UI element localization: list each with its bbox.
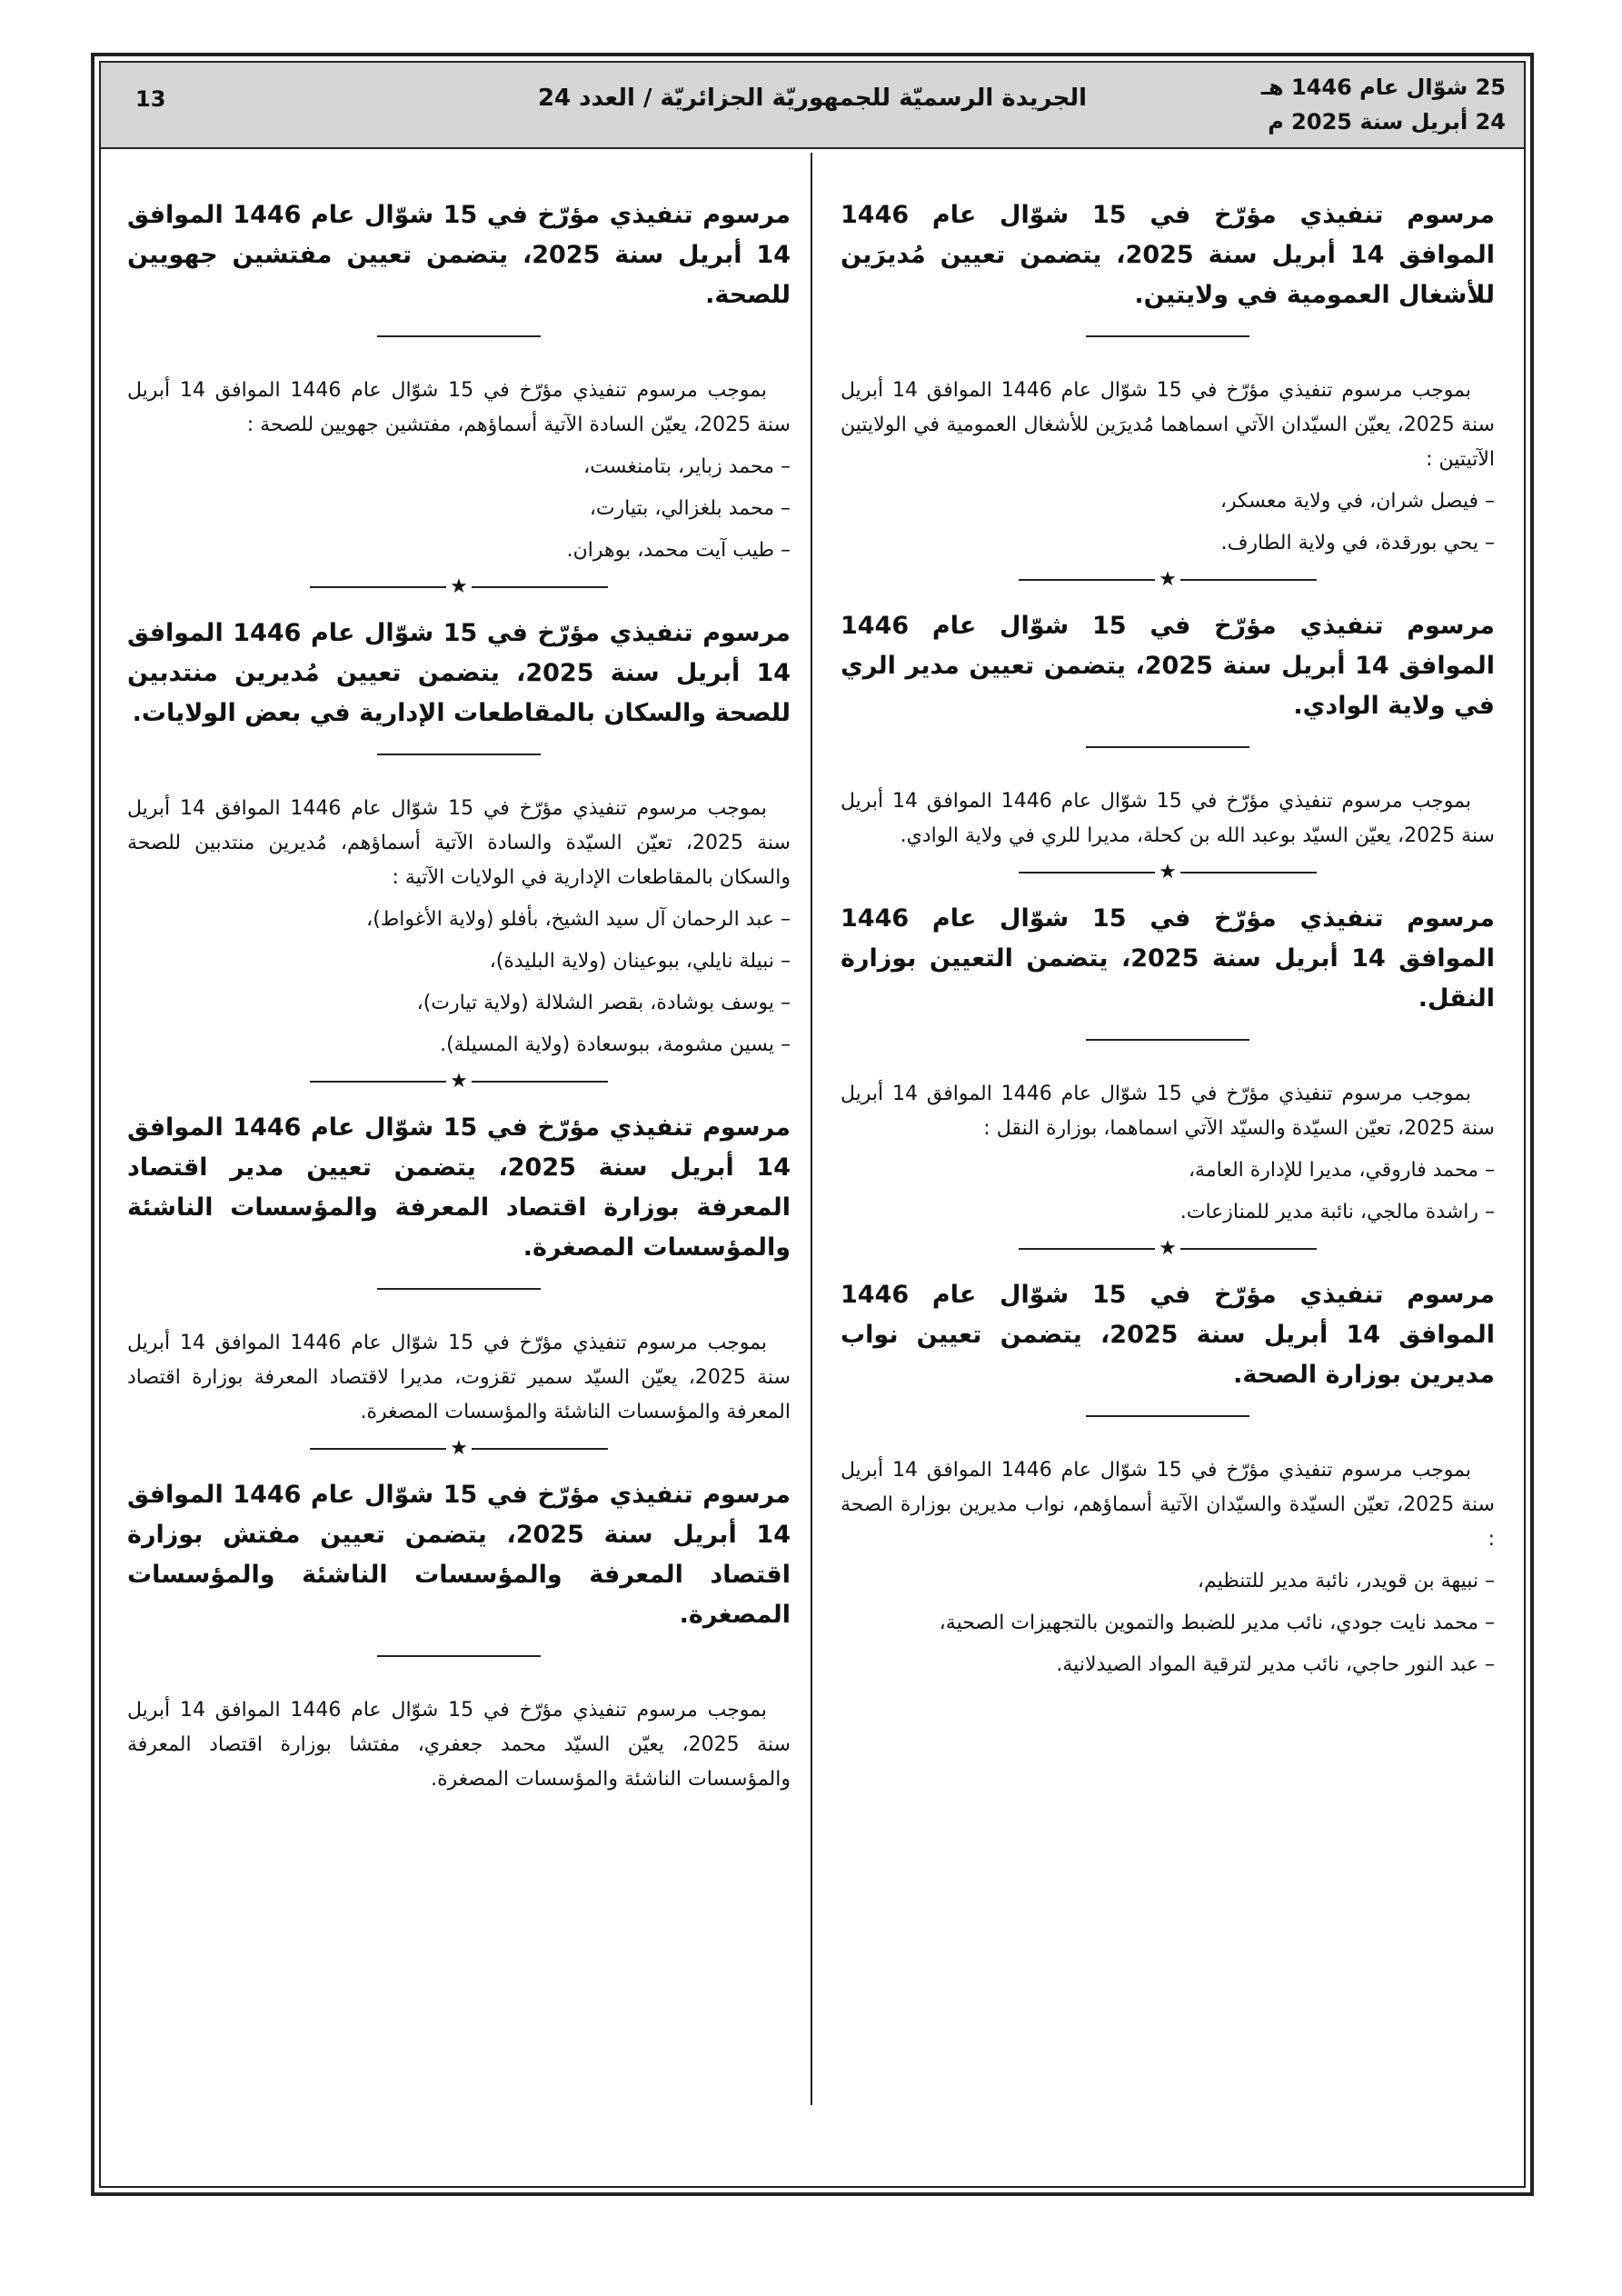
decree-list (841, 1153, 1495, 1230)
star-separator (841, 570, 1495, 590)
hijri-date: 25 شوّال عام 1446 هـ (1260, 75, 1506, 100)
title-rule (1086, 335, 1249, 337)
decree-section (127, 195, 791, 597)
list-item: – محمد بلغزالي، بتيارت، (589, 497, 791, 520)
page-number: 13 (135, 86, 166, 112)
list-item: – طيب آيت محمد، بوهران. (566, 539, 791, 562)
title-rule (1086, 746, 1249, 748)
star-icon: ★ (1159, 861, 1177, 883)
decree-body: بموجب مرسوم تنفيذي مؤرّخ في 15 شوّال عام 1446 الموافق 14 أبريل سنة 2025، يعيّن السيّدان الآتي اسماهما مُديرَين للأشغال العمومية في الولايتين الآتيتين : (841, 379, 1495, 471)
star-icon: ★ (1159, 568, 1177, 591)
star-icon: ★ (450, 1437, 468, 1460)
title-rule (377, 335, 541, 337)
decree-title: مرسوم تنفيذي مؤرّخ في 15 شوّال عام 1446 الموافق 14 أبريل سنة 2025، يتضمن تعيين نواب مديرين بوزارة الصحة. (841, 1281, 1495, 1389)
decree-title: مرسوم تنفيذي مؤرّخ في 15 شوّال عام 1446 الموافق 14 أبريل سنة 2025، يتضمن تعيين مُديرَين للأشغال العمومية في ولايتين. (841, 201, 1496, 309)
decree-list (127, 903, 791, 1063)
list-item: – يوسف بوشادة، بقصر الشلالة (ولاية تيارت)، (416, 992, 791, 1014)
star-separator (841, 1239, 1495, 1259)
list-item: – محمد نايت جودي، نائب مدير للضبط والتموين بالتجهيزات الصحية، (939, 1612, 1495, 1634)
journal-title: الجريدة الرسميّة للجمهوريّة الجزائريّة / العدد 24 (537, 85, 1088, 112)
title-rule (377, 1288, 541, 1290)
star-separator (127, 1439, 791, 1459)
list-item: – يسين مشومة، ببوسعادة (ولاية المسيلة). (440, 1033, 791, 1056)
decree-title: مرسوم تنفيذي مؤرّخ في 15 شوّال عام 1446 الموافق 14 أبريل سنة 2025، يتضمن التعيين بوزارة النقل. (841, 904, 1495, 1013)
list-item: – محمد زباير، بتامنغست، (583, 455, 791, 478)
decree-section (127, 1108, 791, 1459)
title-rule (1086, 1039, 1249, 1041)
list-item: – فيصل شران، في ولاية معسكر، (1219, 490, 1495, 513)
list-item: – نبيهة بن قويدر، نائبة مدير للتنظيم، (1197, 1570, 1495, 1592)
decree-body: بموجب مرسوم تنفيذي مؤرّخ في 15 شوّال عام 1446 الموافق 14 أبريل سنة 2025، يعيّن السيّد سمير تقزوت، مديرا لاقتصاد المعرفة بوزارة اقتصاد المعرفة والمؤسسات الناشئة والمؤسسات المصغرة. (127, 1332, 791, 1423)
title-rule (377, 1655, 541, 1657)
decree-section (841, 899, 1495, 1259)
decree-body: بموجب مرسوم تنفيذي مؤرّخ في 15 شوّال عام 1446 الموافق 14 أبريل سنة 2025، تعيّن السيّدة والسيّد الآتي اسماهما، بوزارة النقل : (841, 1083, 1495, 1140)
list-item: – محمد فاروقي، مديرا للإدارة العامة، (1188, 1159, 1495, 1182)
decree-body: بموجب مرسوم تنفيذي مؤرّخ في 15 شوّال عام 1446 الموافق 14 أبريل سنة 2025، تعيّن السيّدة والسيّدان الآتية أسماؤهم، نواب مديرين بوزارة الصحة : (841, 1459, 1495, 1551)
decree-section (841, 1275, 1495, 1682)
decree-section (127, 614, 791, 1092)
decree-body: بموجب مرسوم تنفيذي مؤرّخ في 15 شوّال عام 1446 الموافق 14 أبريل سنة 2025، يعيّن السادة الآتية أسماؤهم، مفتشين جهويين للصحة : (127, 379, 791, 436)
star-separator (841, 863, 1495, 883)
title-rule (1086, 1415, 1249, 1417)
decree-title: مرسوم تنفيذي مؤرّخ في 15 شوّال عام 1446 الموافق 14 أبريل سنة 2025، يتضمن تعيين مدير الري في ولاية الوادي. (841, 612, 1496, 720)
title-rule (377, 754, 541, 755)
decree-list (841, 484, 1495, 561)
star-icon: ★ (450, 1070, 468, 1093)
decree-section (127, 1475, 791, 1797)
list-item: – راشدة مالجي، نائبة مدير للمنازعات. (1179, 1201, 1495, 1223)
decree-list (127, 450, 791, 568)
decree-title: مرسوم تنفيذي مؤرّخ في 15 شوّال عام 1446 الموافق 14 أبريل سنة 2025، يتضمن تعيين مفتش بوزارة اقتصاد المعرفة والمؤسسات الناشئة والمؤسسات المصغرة. (127, 1481, 791, 1629)
right-column (841, 195, 1495, 1690)
decree-section (841, 606, 1495, 883)
decree-body: بموجب مرسوم تنفيذي مؤرّخ في 15 شوّال عام 1446 الموافق 14 أبريل سنة 2025، يعيّن السيّد بوعبد الله بن كحلة، مديرا للري في ولاية الوادي. (841, 790, 1495, 847)
list-item: – يحي بورقدة، في ولاية الطارف. (1220, 532, 1495, 554)
list-item: – عبد النور حاجي، نائب مدير لترقية المواد الصيدلانية. (1056, 1653, 1495, 1676)
page-header (101, 63, 1524, 149)
decree-list (841, 1564, 1495, 1682)
list-item: – عبد الرحمان آل سيد الشيخ، بأفلو (ولاية الأغواط)، (366, 908, 791, 931)
decree-section (841, 195, 1495, 590)
gregorian-date: 24 أبريل سنة 2025 م (1268, 109, 1506, 135)
decree-title: مرسوم تنفيذي مؤرّخ في 15 شوّال عام 1446 الموافق 14 أبريل سنة 2025، يتضمن تعيين مدير اقتصاد المعرفة بوزارة اقتصاد المعرفة والمؤسسات الناشئة والمؤسسات المصغرة. (127, 1113, 791, 1262)
star-icon: ★ (1159, 1237, 1177, 1260)
list-item: – نبيلة نايلي، ببوعينان (ولاية البليدة)، (489, 950, 791, 973)
decree-title: مرسوم تنفيذي مؤرّخ في 15 شوّال عام 1446 الموافق 14 أبريل سنة 2025، يتضمن تعيين مفتشين جهويين للصحة. (127, 201, 791, 309)
left-column (127, 195, 791, 1804)
decree-title: مرسوم تنفيذي مؤرّخ في 15 شوّال عام 1446 الموافق 14 أبريل سنة 2025، يتضمن تعيين مُديرين منتدبين للصحة والسكان بالمقاطعات الإدارية في بعض الولايات. (127, 619, 791, 727)
star-icon: ★ (450, 575, 468, 598)
decree-body: بموجب مرسوم تنفيذي مؤرّخ في 15 شوّال عام 1446 الموافق 14 أبريل سنة 2025، يعيّن السيّد محمد جعفري، مفتشا بوزارة اقتصاد المعرفة والمؤسسات الناشئة والمؤسسات المصغرة. (127, 1699, 791, 1791)
star-separator (127, 1072, 791, 1092)
star-separator (127, 577, 791, 597)
column-divider (811, 153, 812, 2105)
decree-body: بموجب مرسوم تنفيذي مؤرّخ في 15 شوّال عام 1446 الموافق 14 أبريل سنة 2025، تعيّن السيّدة والسادة الآتية أسماؤهم، مُديرين منتدبين للصحة والسكان بالمقاطعات الإدارية في الولايات الآتية : (127, 797, 791, 889)
